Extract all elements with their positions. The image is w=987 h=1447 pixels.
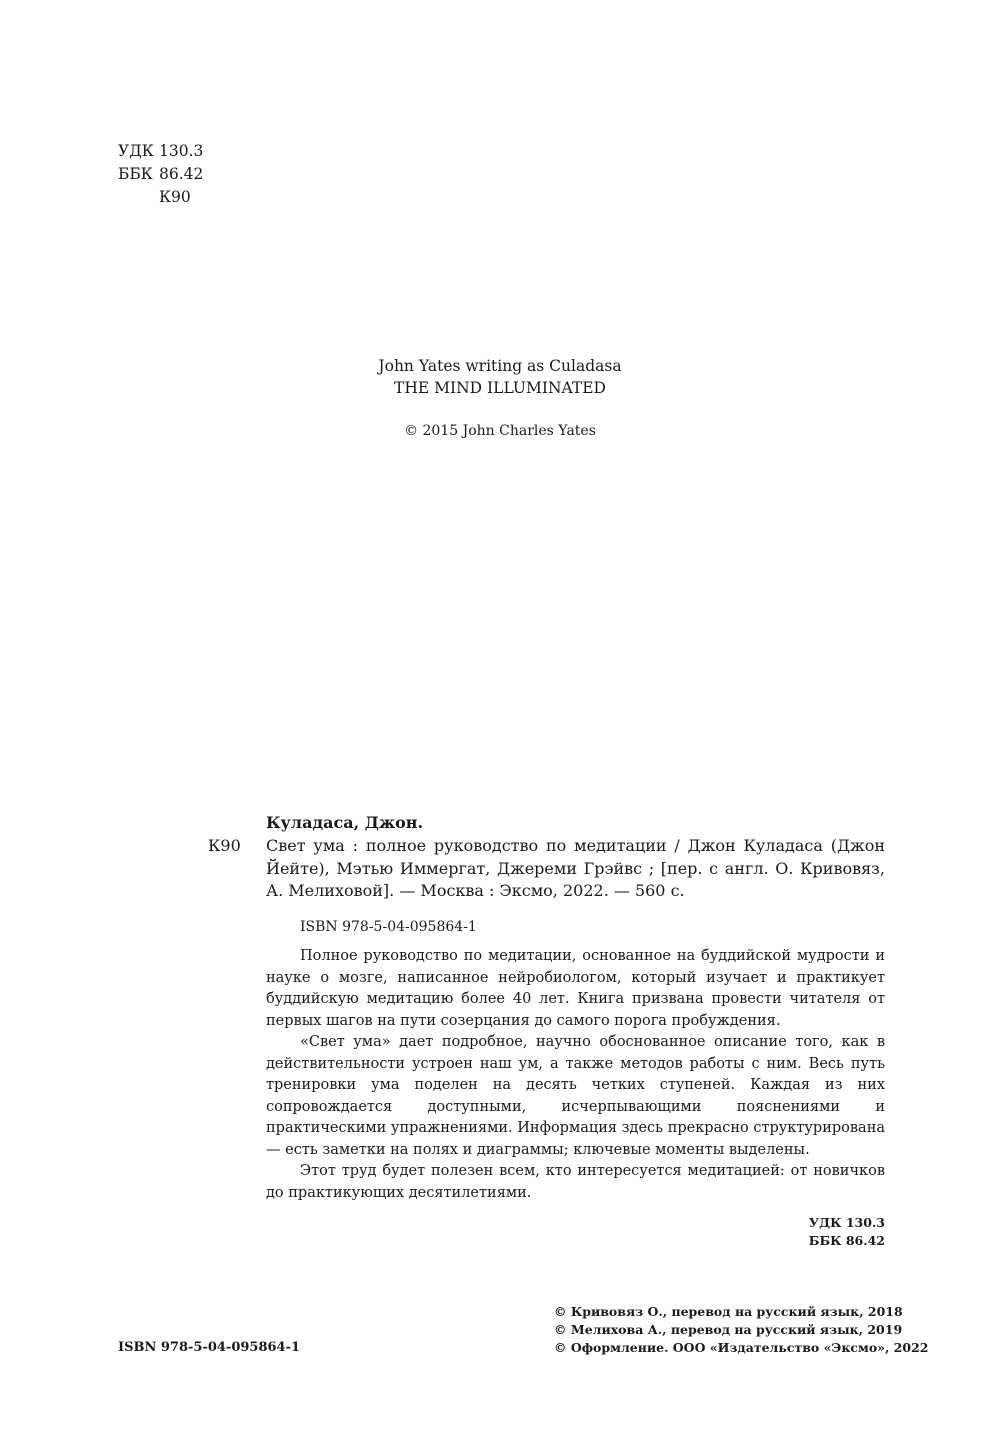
catalog-description: Свет ума : полное руководство по медитации / Джон Куладаса (Джон Йейте), Мэтью Иммергат, Джереми Грэйвс ; [пер. с англ. О. Кривовяз, А. Мелиховой]. — Москва : Эксмо, 2022. — 560 с.	[266, 836, 885, 900]
original-author: John Yates writing as Culadasa	[378, 357, 622, 375]
copyright-translation-1: © Кривовяз О., перевод на русский язык, 2018	[554, 1304, 903, 1319]
original-copyright: © 2015 John Charles Yates	[404, 423, 596, 439]
udk-label: УДК	[118, 142, 154, 160]
footer-udk: УДК 130.3	[808, 1215, 885, 1230]
footer-isbn: ISBN 978-5-04-095864-1	[118, 1340, 301, 1355]
copyright-design: © Оформление. ООО «Издательство «Эксмо», 2022	[554, 1340, 929, 1355]
annotation-paragraph: Полное руководство по медитации, основанное на буддийской мудрости и науке о мозге, написанное нейробиологом, который изучает и практикует буддийскую медитацию более 40 лет. Книга призвана провести читателя от первых шагов на пути созерцания до самого порога пробуждения.	[266, 948, 885, 1029]
footer-bbk: ББК 86.42	[808, 1233, 885, 1248]
catalog-isbn: ISBN 978-5-04-095864-1	[300, 919, 477, 935]
bbk-row	[118, 163, 203, 186]
udk-row	[118, 140, 203, 163]
catalog-author-mark: К90	[208, 836, 241, 855]
author-mark: К90	[159, 188, 191, 206]
catalog-author-heading: Куладаса, Джон.	[266, 813, 424, 832]
copyright-translation-2: © Мелихова А., перевод на русский язык, 2019	[554, 1322, 903, 1337]
footer-codes	[809, 1214, 885, 1250]
original-title: THE MIND ILLUMINATED	[394, 379, 606, 397]
footer-copyrights	[554, 1303, 928, 1357]
annotation-paragraph: «Свет ума» дает подробное, научно обоснованное описание того, как в действительности устроен наш ум, а также методов работы с ним. Весь путь тренировки ума поделен на десять четких ступеней. Каждая из них сопровождается доступными, исчерпывающими пояснениями и практическими упражнениями. Информация здесь прекрасно структурирована — есть заметки на полях и диаграммы; ключевые моменты выделены.	[266, 1034, 885, 1158]
original-title-block	[0, 355, 987, 399]
udk-value: 130.3	[159, 142, 204, 160]
classification-codes	[118, 140, 203, 209]
bbk-label: ББК	[118, 165, 153, 183]
annotation-paragraph: Этот труд будет полезен всем, кто интересуется медитацией: от новичков до практикующих десятилетиями.	[266, 1163, 885, 1201]
annotation	[266, 946, 885, 1204]
bbk-value: 86.42	[159, 165, 204, 183]
